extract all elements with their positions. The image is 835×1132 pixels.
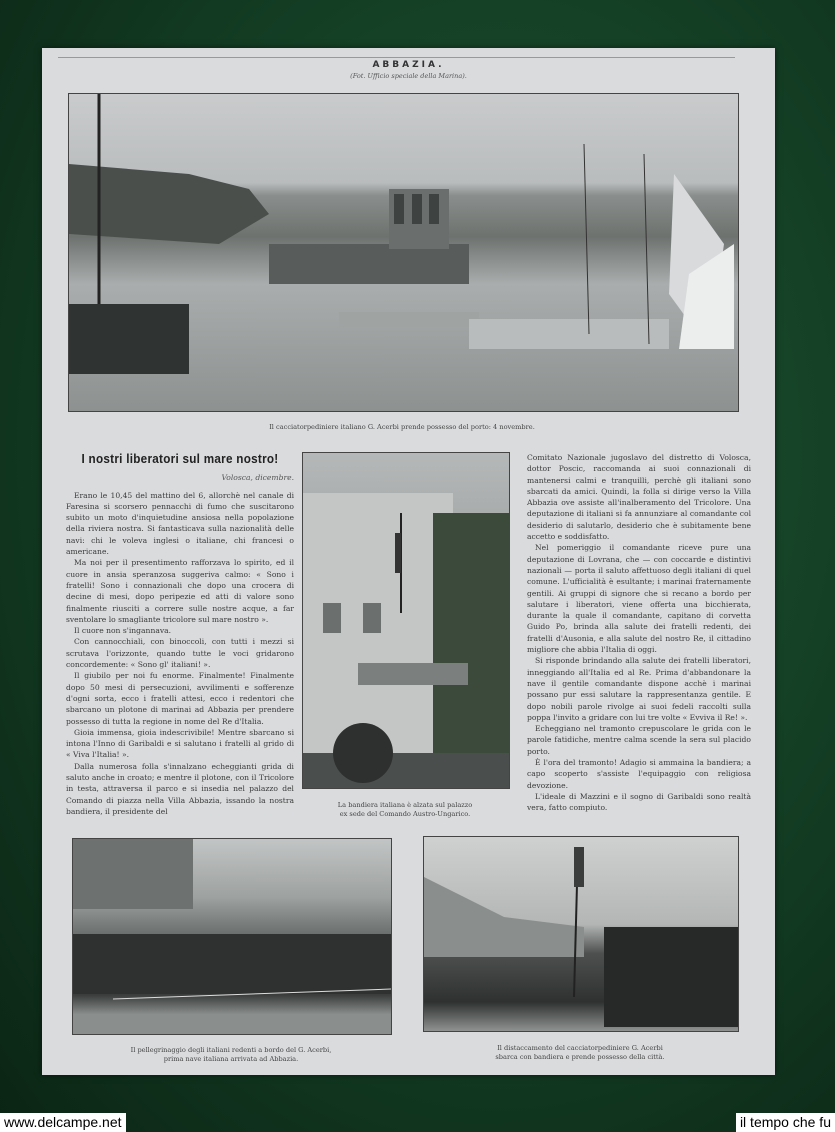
newspaper-page xyxy=(42,48,775,1075)
page-title: ABBAZIA. xyxy=(372,60,445,70)
caption-line: ex sede del Comando Austro-Ungarico. xyxy=(339,809,471,818)
paragraph: Dalla numerosa folla s'innalzano echeggianti grida di saluto anche in croato; e mentre il plotone, con il Tricolore in testa, attraversa il parco e si insedia nel palazzo del Comando di piazza nella Villa Abbazia, issando la nostra bandiera, il presidente del xyxy=(66,761,294,816)
harbor-illustration xyxy=(69,94,738,411)
article-column-2 xyxy=(527,452,751,814)
caption-top-photo: Il cacciatorpediniere italiano G. Acerbi prende possesso del porto: 4 novembre. xyxy=(269,423,535,431)
article-column-1 xyxy=(66,453,294,817)
caption-line: sbarca con bandiera e prende possesso della città. xyxy=(495,1052,665,1061)
article-dateline: Volosca, dicembre. xyxy=(221,473,294,483)
paragraph: Nel pomeriggio il comandante riceve pure una deputazione di Lovrana, che — con coccarde e distintivi nazionali — porta il saluto affettuoso degli italiani di quel comune. L'ufficialità è esultante; i marinai fraternamente gentili. Ai gruppi di signore che si recano a bordo per salutare i liberatori, viene offerta una bicchierata, durante la quale il comandante, capitano di corvetta Guido Po, brinda alla salute dei fratelli redenti, dei fratelli d'Ausonia, e alla salute del nostro Re, il cittadino migliore che abbia l'Italia di oggi. xyxy=(527,543,751,655)
caption-line: La bandiera italiana è alzata sul palazzo xyxy=(337,801,473,809)
caption-middle-photo xyxy=(302,801,508,818)
watermark-seller: il tempo che fu xyxy=(736,1113,835,1132)
paragraph: È l'ora del tramonto! Adagio si ammaina la bandiera; a capo scoperto s'assiste l'equipaggio con religiosa devozione. xyxy=(527,758,751,790)
paragraph: L'ideale di Mazzini e il sogno di Garibaldi sono realtà vera, fatto compiuto. xyxy=(527,791,751,813)
paragraph: Il cuore non s'ingannava. xyxy=(74,626,172,636)
paragraph: Gioia immensa, gioia indescrivibile! Mentre sbarcano si intona l'Inno di Garibaldi e si salutano i fratelli al grido di « Viva l'Italia! ». xyxy=(66,727,294,760)
paragraph: Si risponde brindando alla salute dei fratelli liberatori, inneggiando all'Italia ed al Re. Prima d'abbandonare la nave il gentile comandante dispone acchè i marinai possano pur essi salutare la rappresentanza gentile. E dopo nobili parole rivolge ai suoi fedeli raccolti sulla poppa l'invito a gridare con lui tre volte « Evviva il Re! ». xyxy=(527,656,751,722)
photo-harbor xyxy=(68,93,739,412)
paragraph: Con cannocchiali, con binoccoli, con tutti i mezzi si scrutava l'orizzonte, quando tutte le voci gridarono concordemente: « Sono gl' italiani! ». xyxy=(66,637,294,670)
photo-detachment-landing xyxy=(423,836,739,1032)
paragraph: Ma noi per il presentimento rafforzava lo spirito, ed il cuore in ansia speranzosa suggeriva calmo: « Sono i fratelli! Sono i connazionali che dopo una crocera di decine di mesi, dopo peripezie ed atti di valore sono finalmente riusciti a correre sulle nostre acque, a far sventolare lo smagliante tricolore sul mare nostro ». xyxy=(66,558,294,624)
caption-line: prima nave italiana arrivata ad Abbazia. xyxy=(163,1054,299,1063)
caption-line: Il distaccamento del cacciatorpediniere G. Acerbi xyxy=(497,1044,663,1052)
caption-bottom-left xyxy=(72,1046,390,1063)
article-title: I nostri liberatori sul mare nostro! xyxy=(81,451,279,466)
header-rule xyxy=(58,57,735,58)
paragraph: Il giubilo per noi fu enorme. Finalmente! Finalmente dopo 50 mesi di persecuzioni, avvilimenti e sofferenze d'ogni sorta, ecco i fratelli attesi, ecco i redentori che sbarcano un plotone di marinai ad Abbazia per prendere possesso di tutta la regione in nome del Re d'Italia. xyxy=(66,671,294,726)
crowd-illustration xyxy=(73,839,391,1034)
caption-line: Il pellegrinaggio degli italiani redenti a bordo del G. Acerbi, xyxy=(130,1046,332,1054)
page-subtitle: (Fot. Ufficio speciale della Marina). xyxy=(350,72,467,80)
palace-illustration xyxy=(303,453,509,788)
paragraph: Comitato Nazionale jugoslavo del distretto di Volosca, dottor Poscic, raccomanda ai suoi connazionali di mantenersi calmi e tranquilli, perchè gli italiani sono sbarcati da amici. Quindi, la folla si dirige verso la Villa Abbazia ove assiste all'inalberamento del Tricolore. Una deputazione di italiani si fa annunziare al comandante col desiderio di salutarlo, desiderio che è subitamente bene accetto e soddisfatto. xyxy=(527,453,751,542)
photo-palace-flag xyxy=(302,452,510,789)
paragraph: Echeggiano nel tramonto crepuscolare le grida con le parole fatidiche, mentre calma scende la sera sul placido porto. xyxy=(527,724,751,756)
caption-bottom-right xyxy=(423,1044,737,1061)
paragraph: Erano le 10,45 del mattino del 6, allorchè nel canale di Faresina si scorsero pennacchi di fumo che suscitarono subito un moto d'inquietudine ansiosa nella popolazione della riviera nostra. Si fantasticava sulla nazionalità delle navi: chi le voleva inglesi o italiane, chi francesi o americane. xyxy=(66,490,294,557)
landing-illustration xyxy=(424,837,738,1031)
watermark-delcampe: www.delcampe.net xyxy=(0,1113,126,1132)
photo-pilgrimage-crowd xyxy=(72,838,392,1035)
